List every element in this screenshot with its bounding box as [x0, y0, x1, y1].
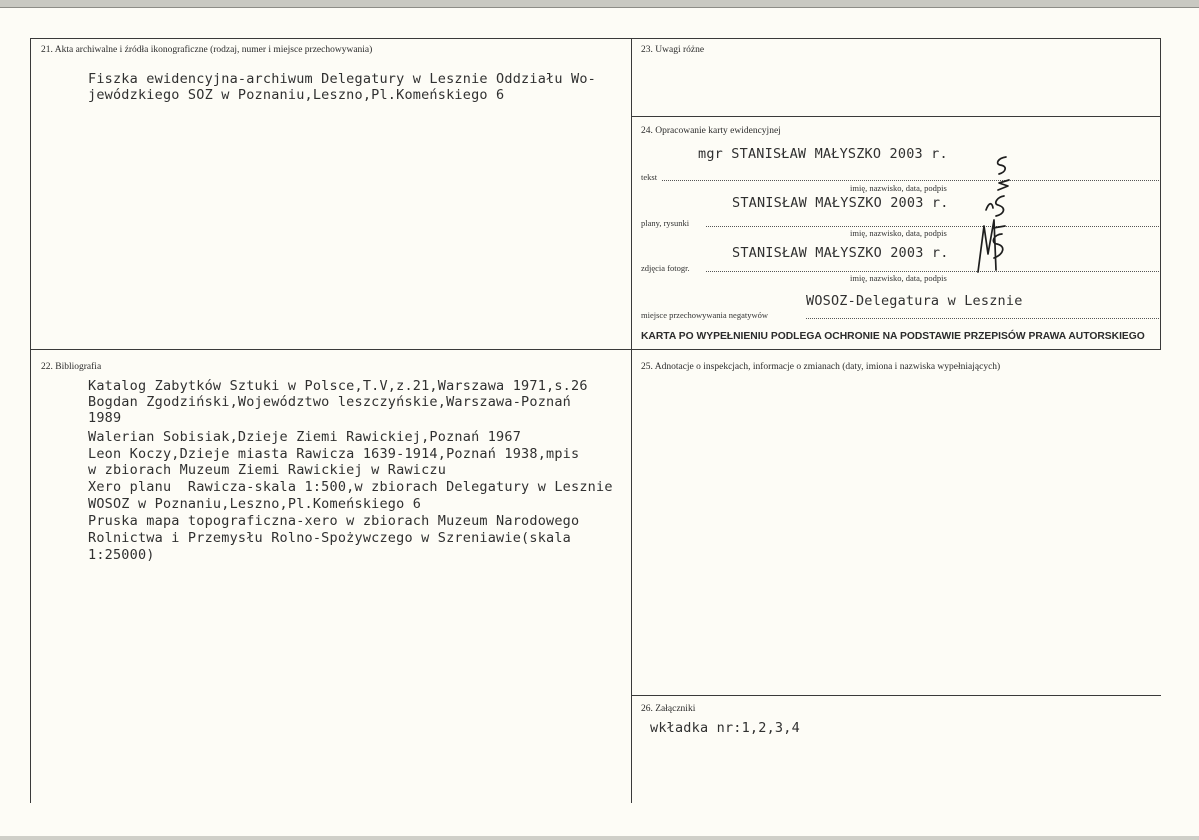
bibliography-line: Rolnictwa i Przemysłu Rolno-Spożywczego w Szreniawie(skala	[88, 530, 572, 546]
tekst-value: mgr STANISŁAW MAŁYSZKO 2003 r.	[698, 146, 948, 162]
plany-caption: imię, nazwisko, data, podpis	[850, 228, 947, 238]
section25-label: 25. Adnotacje o inspekcjach, informacje o zmianach (daty, imiona i nazwiska wypełniających)	[641, 362, 1001, 372]
copyright-note: KARTA PO WYPEŁNIENIU PODLEGA OCHRONIE NA PODSTAWIE PRZEPISÓW PRAWA AUTORSKIEGO	[641, 331, 1145, 342]
section23-label: 23. Uwagi różne	[641, 45, 705, 55]
bibliography-line: Walerian Sobisiak,Dzieje Ziemi Rawickiej,Poznań 1967	[88, 429, 522, 445]
section22-label: 22. Bibliografia	[41, 362, 102, 372]
handwritten-signature-icon	[966, 150, 1016, 280]
negatywy-dotted-line	[806, 318, 1159, 319]
zdjecia-caption: imię, nazwisko, data, podpis	[850, 273, 947, 283]
bibliography-line: WOSOZ w Poznaniu,Leszno,Pl.Komeńskiego 6	[88, 496, 422, 512]
section26-label: 26. Załączniki	[641, 704, 696, 714]
tekst-caption: imię, nazwisko, data, podpis	[850, 183, 947, 193]
bibliography-line: Bogdan Zgodziński,Województwo leszczyńskie,Warszawa-Poznań	[88, 394, 572, 410]
bibliography-line: Leon Koczy,Dzieje miasta Rawicza 1639-1914,Poznań 1938,mpis	[88, 446, 580, 462]
page-edge-bottom	[0, 836, 1199, 840]
bibliography-line: Katalog Zabytków Sztuki w Polsce,T.V,z.21,Warszawa 1971,s.26	[88, 378, 588, 394]
center-divider	[631, 38, 632, 803]
plany-label: plany, rysunki	[641, 218, 690, 228]
negatywy-value: WOSOZ-Delegatura w Lesznie	[806, 293, 1023, 309]
section21-label: 21. Akta archiwalne i źródła ikonograficzne (rodzaj, numer i miejsce przechowywania)	[41, 45, 373, 55]
plany-dotted-line	[706, 226, 1159, 227]
sec25-bottom	[631, 695, 1161, 696]
bibliography-line: 1:25000)	[88, 547, 155, 563]
right-border	[1160, 38, 1161, 350]
section26-value: wkładka nr:1,2,3,4	[650, 720, 800, 736]
bibliography-line: w zbiorach Muzeum Ziemi Rawickiej w Rawiczu	[88, 462, 447, 478]
section21-line-1: Fiszka ewidencyjna-archiwum Delegatury w Lesznie Oddziału Wo-	[88, 71, 596, 87]
bibliography-line: Pruska mapa topograficzna-xero w zbiorach Muzeum Narodowego	[88, 513, 580, 529]
left-border	[30, 38, 31, 803]
top-border	[30, 38, 1161, 39]
page-edge-line	[0, 7, 1199, 8]
section24-label: 24. Opracowanie karty ewidencyjnej	[641, 126, 781, 136]
sec23-bottom	[631, 116, 1161, 117]
page-edge-top	[0, 0, 1199, 7]
bibliography-line: 1989	[88, 410, 122, 426]
zdjecia-dotted-line	[706, 271, 1159, 272]
tekst-label: tekst	[641, 172, 658, 182]
zdjecia-label: zdjęcia fotogr.	[641, 263, 690, 273]
plany-value: STANISŁAW MAŁYSZKO 2003 r.	[732, 195, 949, 211]
zdjecia-value: STANISŁAW MAŁYSZKO 2003 r.	[732, 245, 949, 261]
section21-line-2: jewódzkiego SOZ w Poznaniu,Leszno,Pl.Komeńskiego 6	[88, 87, 505, 103]
bibliography-line: Xero planu Rawicza-skala 1:500,w zbiorach Delegatury w Lesznie	[88, 479, 613, 495]
negatywy-label: miejsce przechowywania negatywów	[641, 310, 768, 320]
row-divider	[30, 349, 1161, 350]
tekst-dotted-line	[662, 180, 1159, 181]
